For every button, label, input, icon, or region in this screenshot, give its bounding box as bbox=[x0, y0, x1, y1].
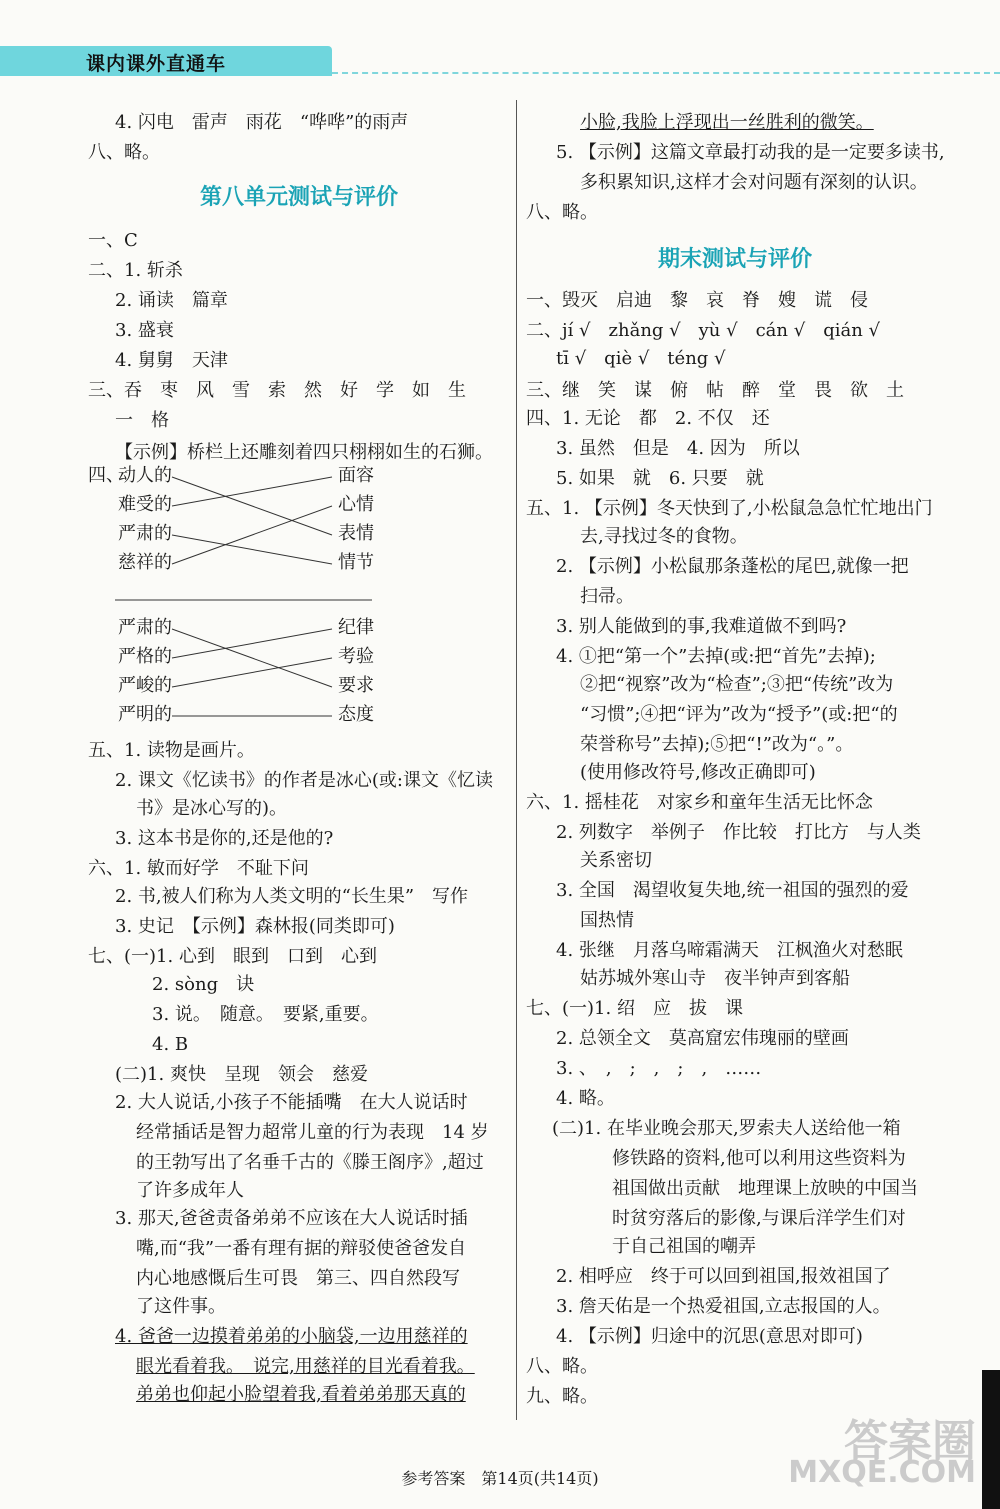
match1-right-item: 面容 bbox=[338, 465, 374, 486]
right-line: 5. 【示例】这篇文章最打动我的是一定要多读书, bbox=[556, 142, 945, 163]
match2-right-item: 纪律 bbox=[338, 617, 374, 638]
right-line: 关系密切 bbox=[580, 850, 652, 871]
match2-right-item: 态度 bbox=[338, 704, 374, 725]
right-line: 国热情 bbox=[580, 910, 634, 931]
left-line: 4. 闪电 雷声 雨花 “哗哗”的雨声 bbox=[115, 112, 409, 133]
left-line: 2. 课文《忆读书》的作者是冰心(或:课文《忆读 bbox=[115, 770, 493, 791]
right-line: 二、jí √ zhǎng √ yù √ cán √ qián √ bbox=[526, 320, 880, 341]
left-line: 2. sòng 诀 bbox=[152, 974, 255, 995]
left-line: 了这件事。 bbox=[136, 1296, 226, 1317]
right-line: 五、1. 【示例】冬天快到了,小松鼠急急忙忙地出门 bbox=[526, 498, 933, 519]
right-line: 修铁路的资料,他可以利用这些资料为 bbox=[612, 1148, 906, 1169]
right-line: 八、略。 bbox=[526, 1356, 598, 1377]
left-line: 弟弟也仰起小脸望着我,看着弟弟那天真的 bbox=[136, 1384, 466, 1405]
match2-left-item: 严格的 bbox=[118, 646, 172, 667]
match1-left-item: 严肃的 bbox=[118, 523, 172, 544]
left-line: 眼光看着我。 说完,用慈祥的目光看着我。 bbox=[136, 1356, 475, 1377]
right-line: 2. 【示例】小松鼠那条蓬松的尾巴,就像一把 bbox=[556, 556, 909, 577]
left-line: 一、C bbox=[88, 230, 138, 251]
match2-right-item: 要求 bbox=[338, 675, 374, 696]
match2-left-item: 严峻的 bbox=[118, 675, 172, 696]
right-line: 4. ①把“第一个”去掉(或:把“首先”去掉); bbox=[556, 646, 876, 667]
right-line: (使用修改符号,修改正确即可) bbox=[580, 762, 816, 783]
right-line: 去,寻找过冬的食物。 bbox=[580, 526, 748, 547]
left-line: 【示例】桥栏上还雕刻着四只栩栩如生的石狮。 bbox=[115, 442, 493, 463]
right-line: tī √ qiè √ téng √ bbox=[556, 348, 726, 369]
left-line: 五、1. 读物是画片。 bbox=[88, 740, 255, 761]
left-line: 六、1. 敏而好学 不耻下问 bbox=[88, 858, 309, 879]
right-line: 3. 全国 渴望收复失地,统一祖国的强烈的爱 bbox=[556, 880, 909, 901]
right-line: 3. 别人能做到的事,我难道做不到吗? bbox=[556, 616, 847, 637]
match1-left-item: 动人的 bbox=[118, 465, 172, 486]
header-tab bbox=[0, 46, 332, 76]
right-line: 3. 詹天佑是一个热爱祖国,立志报国的人。 bbox=[556, 1296, 891, 1317]
right-line: 2. 列数字 举例子 作比较 打比方 与人类 bbox=[556, 822, 921, 843]
column-divider bbox=[516, 100, 517, 1420]
right-line: 一、毁灭 启迪 黎 哀 脊 嫂 谎 侵 bbox=[526, 290, 868, 311]
right-line: 3. 虽然 但是 4. 因为 所以 bbox=[556, 438, 800, 459]
match1-right-item: 心情 bbox=[338, 494, 374, 515]
left-line: 2. 大人说话,小孩子不能插嘴 在大人说话时 bbox=[115, 1092, 468, 1113]
left-line: 3. 那天,爸爸责备弟弟不应该在大人说话时插 bbox=[115, 1208, 468, 1229]
right-line: 三、继 笑 谋 俯 帖 醉 堂 畏 欲 土 bbox=[526, 380, 904, 401]
right-line: (二)1. 在毕业晚会那天,罗索夫人送给他一箱 bbox=[552, 1118, 901, 1139]
section-title-unit8: 第八单元测试与评价 bbox=[200, 185, 399, 210]
left-line: 的王勃写出了名垂千古的《滕王阁序》,超过 bbox=[136, 1152, 484, 1173]
header-title: 课内课外直通车 bbox=[86, 53, 227, 75]
watermark-logo bbox=[786, 1405, 986, 1495]
right-line: 九、略。 bbox=[526, 1386, 598, 1407]
right-line: 4. 略。 bbox=[556, 1088, 615, 1109]
right-line: 多积累知识,这样才会对问题有深刻的认识。 bbox=[580, 172, 928, 193]
left-line: 3. 说。 随意。 要紧,重要。 bbox=[152, 1004, 379, 1025]
section-title-final: 期末测试与评价 bbox=[658, 247, 813, 272]
left-line: 三、吞 枣 风 雪 索 然 好 学 如 生 bbox=[88, 380, 466, 401]
right-line: 4. 【示例】归途中的沉思(意思对即可) bbox=[556, 1326, 863, 1347]
match1-left-item: 慈祥的 bbox=[118, 552, 172, 573]
left-line: 了许多成年人 bbox=[136, 1180, 244, 1201]
right-line: “习惯”;④把“评为”改为“授予”(或:把“的 bbox=[580, 704, 898, 725]
left-line: (二)1. 爽快 呈现 领会 慈爱 bbox=[115, 1064, 368, 1085]
right-line: 时贫穷落后的影像,与课后洋学生们对 bbox=[612, 1208, 906, 1229]
right-line: ②把“视察”改为“检查”;③把“传统”改为 bbox=[580, 674, 894, 695]
right-line: 3. 、 , ; , ; , …… bbox=[556, 1058, 762, 1079]
match2-right-item: 考验 bbox=[338, 646, 374, 667]
right-line: 四、1. 无论 都 2. 不仅 还 bbox=[526, 408, 770, 429]
left-line: 3. 史记 【示例】森林报(同类即可) bbox=[115, 916, 395, 937]
header-dashed-rule bbox=[332, 72, 1000, 74]
left-line: 嘴,而“我”一番有理有据的辩驳使爸爸发自 bbox=[136, 1238, 467, 1259]
right-line: 荣誉称号”去掉);⑤把“!”改为“。”。 bbox=[580, 734, 854, 755]
left-line: 2. 书,被人们称为人类文明的“长生果” 写作 bbox=[115, 886, 469, 907]
right-line: 扫帚。 bbox=[580, 586, 634, 607]
right-line: 2. 相呼应 终于可以回到祖国,报效祖国了 bbox=[556, 1266, 891, 1287]
match1-right-item: 表情 bbox=[338, 523, 374, 544]
page-footer: 参考答案 第14页(共14页) bbox=[401, 1469, 599, 1488]
match2-left-item: 严肃的 bbox=[118, 617, 172, 638]
right-line: 4. 张继 月落乌啼霜满天 江枫渔火对愁眠 bbox=[556, 940, 903, 961]
left-line: 内心地感慨后生可畏 第三、四自然段写 bbox=[136, 1268, 460, 1289]
right-line: 祖国做出贡献 地理课上放映的中国当 bbox=[612, 1178, 918, 1199]
right-line: 八、略。 bbox=[526, 202, 598, 223]
right-line: 2. 总领全文 莫高窟宏伟瑰丽的壁画 bbox=[556, 1028, 849, 1049]
left-line: 书》是冰心写的)。 bbox=[136, 798, 288, 819]
right-line: 姑苏城外寒山寺 夜半钟声到客船 bbox=[580, 968, 850, 989]
right-line: 5. 如果 就 6. 只要 就 bbox=[556, 468, 764, 489]
match2-left-item: 严明的 bbox=[118, 704, 172, 725]
left-line: 七、(一)1. 心到 眼到 口到 心到 bbox=[88, 946, 377, 967]
right-line: 七、(一)1. 绍 应 拔 课 bbox=[526, 998, 743, 1019]
match-prefix: 四、 bbox=[88, 465, 124, 486]
watermark-text: 答案圈 bbox=[844, 1416, 976, 1467]
left-line: 3. 这本书是你的,还是他的? bbox=[115, 828, 334, 849]
left-line: 4. 舅舅 天津 bbox=[115, 350, 228, 371]
match1-left-item: 难受的 bbox=[118, 494, 172, 515]
left-line: 4. B bbox=[152, 1034, 189, 1055]
left-line: 经常插话是智力超常儿童的行为表现 14 岁 bbox=[136, 1122, 489, 1143]
watermark-url: MXQE.COM bbox=[788, 1455, 976, 1490]
left-line: 2. 诵读 篇章 bbox=[115, 290, 228, 311]
right-line: 六、1. 摇桂花 对家乡和童年生活无比怀念 bbox=[526, 792, 873, 813]
match1-right-item: 情节 bbox=[338, 552, 374, 573]
left-line: 一 格 bbox=[115, 410, 169, 431]
left-line: 3. 盛衰 bbox=[115, 320, 174, 341]
right-line: 于自己祖国的嘲弄 bbox=[612, 1236, 756, 1257]
right-line: 小脸,我脸上浮现出一丝胜利的微笑。 bbox=[580, 112, 874, 133]
left-line: 4. 爸爸一边摸着弟弟的小脑袋,一边用慈祥的 bbox=[115, 1326, 468, 1347]
left-line: 二、1. 斩杀 bbox=[88, 260, 183, 281]
left-line: 八、略。 bbox=[88, 142, 160, 163]
